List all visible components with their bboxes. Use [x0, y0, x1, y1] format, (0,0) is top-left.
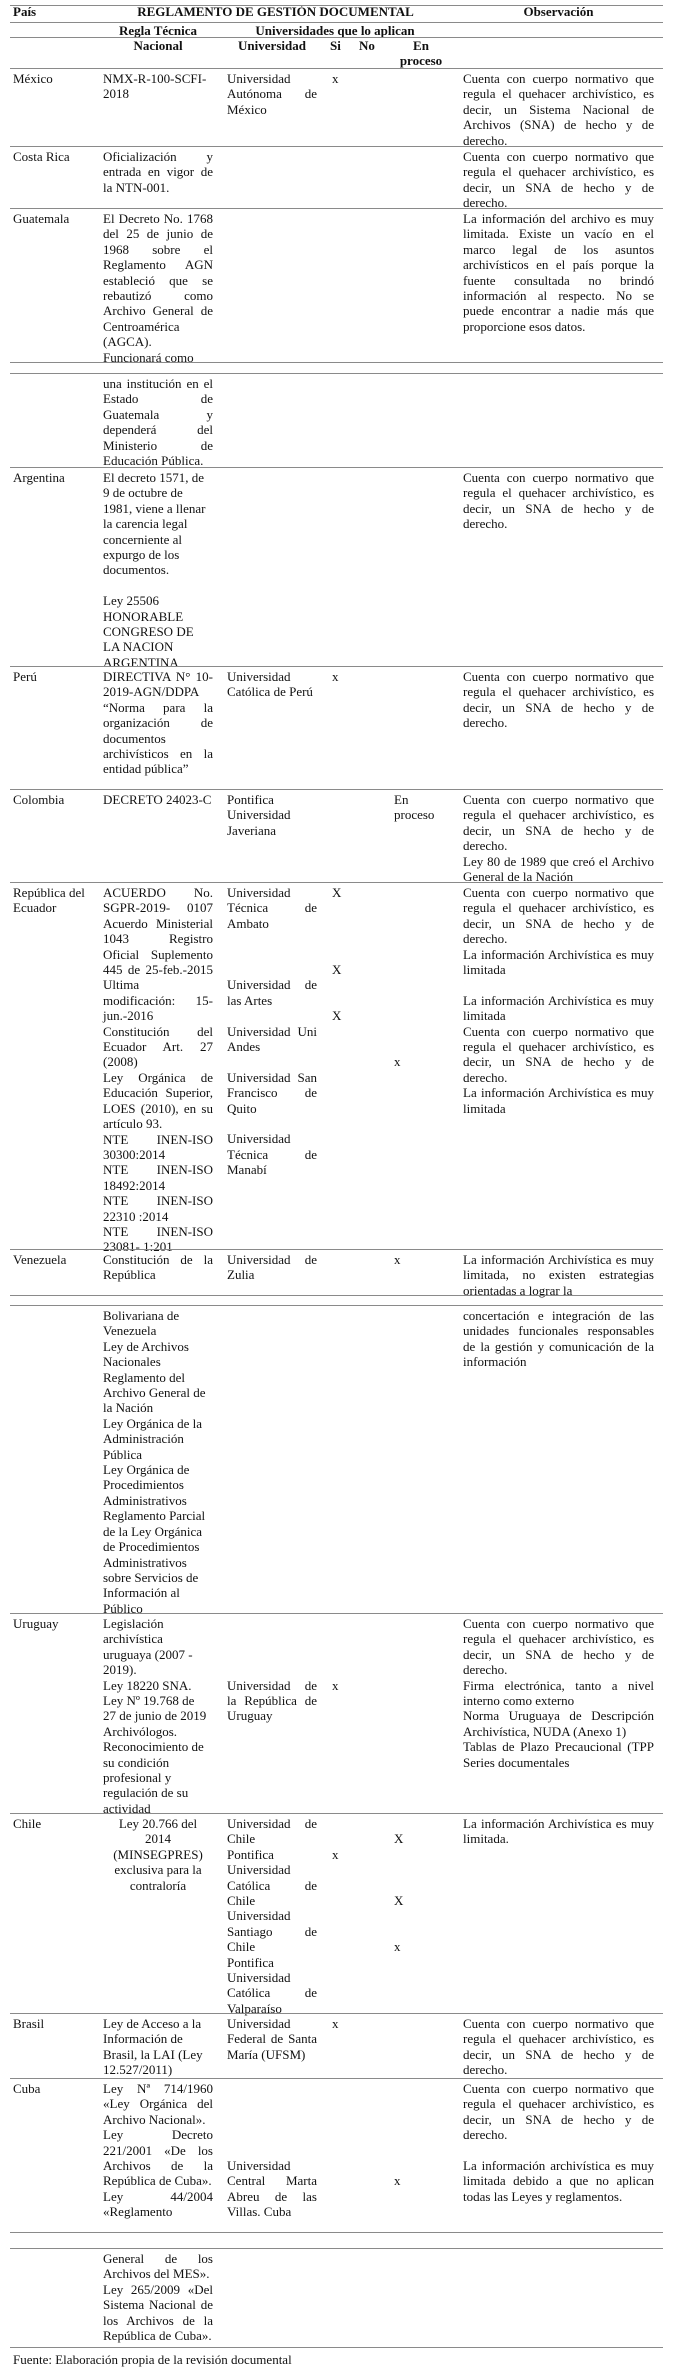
country-cell: Brasil	[13, 2016, 45, 2031]
observation-cell: La información del archivo es muy limitada. Existe un vacío en el marco legal de los asuntos archivísticos en el país porque la fuente consultada no brindó información al respecto. No se puede encontrar a nadie más que proporcione esos datos.	[463, 211, 654, 334]
observation-cell: Cuenta con cuerpo normativo que regula el quehacer archivístico, es decir, un SNA de hecho y de derecho. Ley 80 de 1989 que creó el Archivo General de la Nación	[463, 792, 654, 885]
observation-cell: La información Archivística es muy limitada	[463, 946, 654, 977]
country-cell: República del Ecuador	[13, 885, 85, 916]
observation-cell: concertación e integración de las unidades funcionales responsables de la gestión y comunicación de la información	[463, 1308, 654, 1370]
country-cell: Guatemala	[13, 211, 70, 226]
country-cell: Argentina	[13, 470, 65, 485]
regla-cell: Ley 20.766 del 2014 (MINSEGPRES) exclusiva para la contraloría	[113, 1816, 203, 1893]
observation-cell: Cuenta con cuerpo normativo que regula el quehacer archivístico, es decir, un SNA de hecho y de derecho.	[463, 149, 654, 211]
rule	[10, 789, 663, 790]
rule	[10, 1813, 663, 1814]
table-row	[0, 68, 694, 146]
regla-cell: El Decreto No. 1768 del 25 de junio de 1968 sobre el Reglamento AGN estableció que se rebautizó como Archivo General de Centroamérica (AGCA). Funcionará como	[103, 211, 213, 365]
table-row	[0, 208, 694, 365]
rule	[10, 1613, 663, 1614]
rule	[10, 1305, 663, 1306]
observation-cell: La información Archivística es muy limitada	[463, 992, 654, 1024]
table-header	[0, 0, 694, 68]
country-cell: Chile	[13, 1816, 42, 1831]
university-cell: Universidad Técnica de Ambato	[227, 885, 317, 931]
rule	[10, 2347, 663, 2348]
table-row	[0, 467, 694, 670]
rule	[10, 1249, 663, 1250]
observation-cell: La información Archivística es muy limitada, no existen estrategias orientadas a lograr la	[463, 1252, 654, 1298]
observation-cell: La información archivística es muy limitada debido a que no aplican todas las Leyes y reglamentos.	[463, 2158, 654, 2204]
table-row	[0, 2013, 694, 2078]
observation-cell: La información Archivística es muy limitada	[463, 1085, 654, 1116]
mark-si: x	[332, 1846, 339, 1862]
regla-cell: DECRETO 24023-C	[103, 792, 212, 807]
university-cell: Universidad Uni Andes	[227, 1023, 317, 1054]
regla-cell: Oficialización y entrada en vigor de la NTN-001.	[103, 149, 213, 195]
rule	[10, 666, 663, 667]
country-cell: Colombia	[13, 792, 65, 807]
table-row	[0, 146, 694, 211]
regla-cell: General de los Archivos del MES». Ley 265/2009 «Del Sistema Nacional de los Archivos de la República de Cuba».	[103, 2251, 213, 2344]
table-row	[0, 2078, 694, 2232]
regla-cell: ACUERDO No. SGPR-2019- 0107 Acuerdo Ministerial 1043 Registro Oficial Suplemento 445 de 25-feb.-2015 Ultima modificación: 15-jun.-2016 Constitución del Ecuador Art. 27 (2008) Ley Orgánica de Educación Superior, LOES (2010), en su artículo 93. NTE INEN-ISO 30300:2014 NTE INEN-ISO 18492:2014 NTE INEN-ISO 22310 :2014 NTE INEN-ISO 23081- 1:201	[103, 885, 213, 1255]
mark-si: X	[332, 885, 342, 900]
rule	[10, 22, 663, 23]
mark-si: X	[332, 1008, 342, 1024]
rule	[10, 1295, 663, 1296]
rule	[10, 467, 663, 468]
rule	[10, 37, 663, 38]
university-cell: Universidad Católica de Perú	[227, 669, 313, 700]
mark-en-proceso: x	[394, 2173, 401, 2189]
header-pais: País	[13, 4, 37, 19]
header-en-proceso: En proceso	[399, 38, 443, 69]
university-cell: Universidad Autónoma de México	[227, 71, 317, 117]
observation-cell: Cuenta con cuerpo normativo que regula el quehacer archivístico, es decir, un SNA de hecho y de derecho. Firma electrónica, tanto a nivel interno como externo Norma Uruguaya de Descripción Archivística, NUDA (Anexo 1) Tablas de Plazo Precaucional (TPP Series documentales	[463, 1616, 654, 1770]
observation-cell: Cuenta con cuerpo normativo que regula el quehacer archivístico, es decir, un SNA de hecho y de derecho.	[463, 669, 654, 731]
country-cell: Cuba	[13, 2081, 41, 2096]
mark-si: x	[332, 1677, 339, 1693]
mark-en-proceso: x	[394, 1939, 401, 1955]
observation-cell: La información Archivística es muy limitada.	[463, 1816, 654, 1847]
regla-cell: Ley de Acceso a la Información de Brasil, la LAI (Ley 12.527/2011)	[103, 2016, 203, 2078]
header-main-title: REGLAMENTO DE GESTIÓN DOCUMENTAL	[137, 4, 414, 19]
mark-en-proceso: X	[394, 1831, 404, 1847]
university-cell: Universidad San Francisco de Quito	[227, 1069, 317, 1116]
university-cell: Universidad de Zulia	[227, 1252, 317, 1283]
university-cell: Universidad de las Artes	[227, 977, 317, 1008]
observation-cell: Cuenta con cuerpo normativo que regula el quehacer archivístico, es decir, un SNA de hecho y de derecho.	[463, 470, 654, 532]
university-cell: Universidad de la República de Uruguay	[227, 1677, 317, 1724]
university-cell: Universidad Técnica de Manabí	[227, 1131, 317, 1178]
header-observacion: Observación	[523, 4, 594, 19]
mark-en-proceso: x	[394, 1054, 401, 1070]
mark-en-proceso: X	[394, 1893, 404, 1908]
header-regla: Regla Técnica Nacional	[118, 23, 198, 54]
regla-cell: DIRECTIVA N° 10-2019-AGN/DDPA “Norma para la organización de documentos archivísticos en la entidad pública”	[103, 669, 213, 777]
mark-si: x	[332, 669, 339, 684]
table-source-note: Fuente: Elaboración propia de la revisión documental	[13, 2352, 292, 2367]
mark-si: x	[332, 71, 339, 86]
rule	[10, 373, 663, 374]
header-si: Si	[330, 38, 341, 53]
observation-cell: Cuenta con cuerpo normativo que regula el quehacer archivístico, es decir, un SNA de hecho y de derecho.	[463, 2081, 654, 2143]
table-row	[0, 1613, 694, 1816]
regla-cell: Legislación archivística uruguaya (2007 - 2019). Ley 18220 SNA. Ley Nº 19.768 de 27 de junio de 2019 Archivólogos. Reconocimiento de su condición profesional y regulación de su actividad	[103, 1616, 207, 1816]
mark-si: X	[332, 962, 342, 977]
table-row	[0, 373, 694, 467]
table-row	[0, 1813, 694, 2016]
country-cell: Perú	[13, 669, 37, 684]
rule	[10, 2232, 663, 2233]
en-proceso-status: En proceso	[394, 792, 435, 823]
observation-cell: Cuenta con cuerpo normativo que regula el quehacer archivístico, es decir, un SNA de hecho y de derecho.	[463, 2016, 654, 2078]
header-universidades-group: Universidades que lo aplican	[255, 23, 415, 38]
observation-cell: Cuenta con cuerpo normativo que regula el quehacer archivístico, es decir, un SNA de hecho y de derecho.	[463, 1023, 654, 1085]
rule	[10, 362, 663, 363]
country-cell: México	[13, 71, 53, 86]
rule	[10, 2013, 663, 2014]
regla-cell: NMX-R-100-SCFI-2018	[103, 71, 207, 102]
regla-cell: Constitución de la República	[103, 1252, 213, 1283]
rule	[10, 2248, 663, 2249]
regla-cell: El decreto 1571, de 9 de octubre de 1981, viene a llenar la carencia legal concerniente al expurgo de los documentos. Ley 25506 HONORABLE CONGRESO DE LA NACION ARGENTINA	[103, 470, 206, 670]
university-cell: Universidad Federal de Santa María (UFSM)	[227, 2016, 317, 2062]
country-cell: Uruguay	[13, 1616, 59, 1631]
university-cell: Universidad de Chile	[227, 1816, 317, 1847]
observation-cell: Cuenta con cuerpo normativo que regula el quehacer archivístico, es decir, un SNA de hecho y de derecho.	[463, 885, 654, 947]
header-no: No	[359, 38, 375, 53]
rule	[10, 2078, 663, 2079]
university-cell: Pontifica Universidad Católica de Chile	[227, 1846, 317, 1909]
observation-cell: Cuenta con cuerpo normativo que regula el quehacer archivístico, es decir, un Sistema Nacional de Archivos (SNA) de hecho y de derecho.	[463, 71, 654, 148]
regla-cell: Bolivariana de Venezuela Ley de Archivos Nacionales Reglamento del Archivo General de la Nación Ley Orgánica de la Administración Pública Ley Orgánica de Procedimientos Administrativos Reglamento Parcial de la Ley Orgánica de Procedimientos Administrativos sobre Servicios de Información al Público	[103, 1308, 206, 1616]
regla-cell: Ley Nª 714/1960 «Ley Orgánica del Archivo Nacional». Ley Decreto 221/2001 «De los Archivos de la República de Cuba». Ley 44/2004 «Reglamento	[103, 2081, 213, 2220]
table-row	[0, 666, 694, 789]
table-row	[0, 2248, 694, 2347]
rule	[10, 68, 663, 69]
table-row	[0, 789, 694, 885]
university-cell: Universidad Central Marta Abreu de las Villas. Cuba	[227, 2158, 317, 2220]
header-universidad: Universidad	[238, 38, 306, 53]
university-cell: Universidad Santiago de Chile	[227, 1908, 317, 1955]
rule	[10, 5, 663, 6]
table-row	[0, 1305, 694, 1616]
rule	[10, 208, 663, 209]
table-row	[0, 1249, 694, 1298]
country-cell: Costa Rica	[13, 149, 70, 164]
rule	[10, 146, 663, 147]
country-cell: Venezuela	[13, 1252, 67, 1267]
university-cell: Pontifica Universidad Católica de Valparaíso	[227, 1954, 317, 2016]
regla-cell: una institución en el Estado de Guatemala y dependerá del Ministerio de Educación Pública.	[103, 376, 213, 469]
university-cell: Pontifica Universidad Javeriana	[227, 792, 291, 838]
table-row	[0, 882, 694, 1255]
mark-en-proceso: x	[394, 1252, 401, 1267]
rule	[10, 882, 663, 883]
mark-si: x	[332, 2016, 339, 2031]
